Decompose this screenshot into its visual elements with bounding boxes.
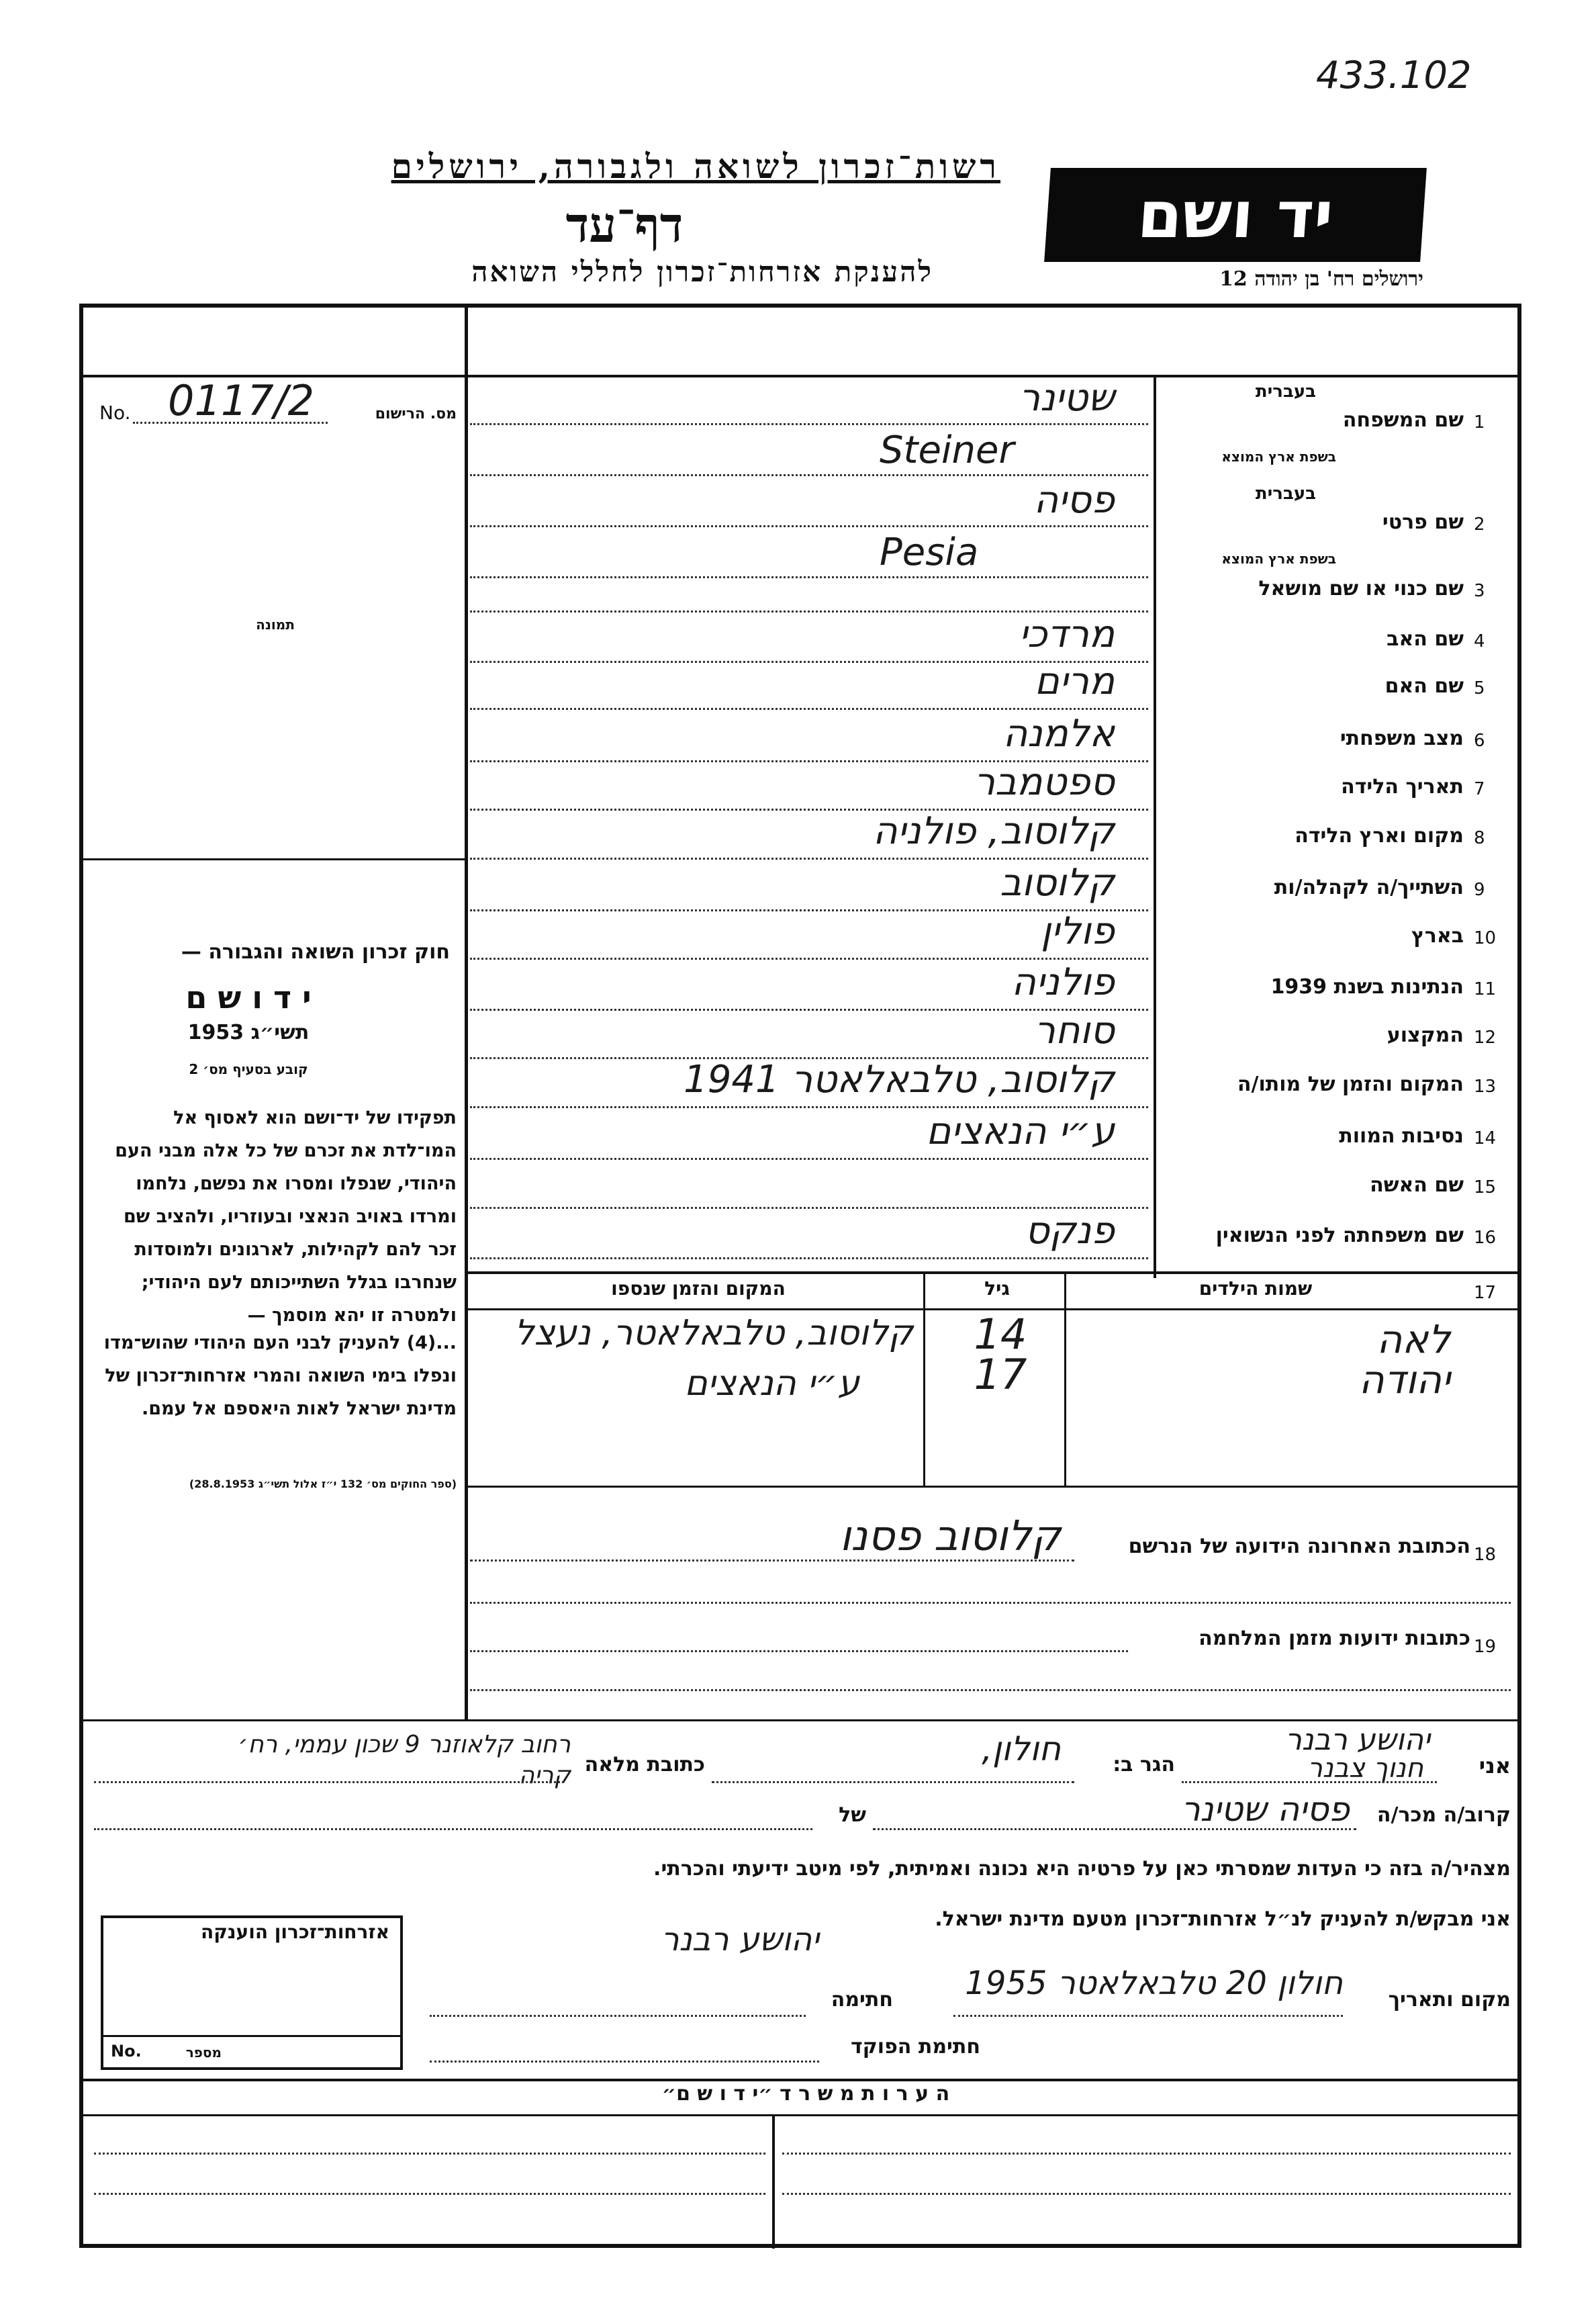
law-clause: קובע בסעיף מס׳ 2 bbox=[189, 1061, 308, 1077]
law-paragraph-1: תפקידו של יד־ושם הוא לאסוף אל המו־לדת את זכרם של כל אלה מבני העם היהודי, שנפלו ומסרו את נפשם, נלחמו ומרדו באויב הנאצי ובעוזריו, ולהציב שם זכר להם לקהילות, לארגונים ולמוסדות שנחרבו בגלל השתייכותם לעם היהודי; ולמטרה זו יהא מוסמך — bbox=[115, 1108, 457, 1326]
field-9-number: 9 bbox=[1474, 880, 1485, 900]
child-2-name[interactable]: יהודה bbox=[1358, 1357, 1450, 1402]
logo-text: יד ושם bbox=[1135, 177, 1336, 253]
field-10-number: 10 bbox=[1474, 928, 1497, 948]
field-19-label: כתובות ידועות מזמן המלחמה bbox=[1199, 1627, 1470, 1650]
field-16-value[interactable]: פנקס bbox=[1025, 1209, 1115, 1253]
declaration-gar-value[interactable]: חולון, bbox=[982, 1729, 1061, 1768]
field-4-number: 4 bbox=[1474, 631, 1485, 651]
law-year: 1953 תשי״ג bbox=[187, 1021, 310, 1044]
form-title: דף־עד bbox=[565, 196, 684, 253]
field-9-label: השתייך/ה לקהלה/ות bbox=[1274, 876, 1464, 899]
field-11-label: הנתינות בשנת 1939 bbox=[1270, 975, 1464, 999]
field-2-hebrew-sub: בעברית bbox=[1255, 484, 1316, 504]
field-6-value[interactable]: אלמנה bbox=[1002, 712, 1115, 756]
registration-number[interactable]: 0117/2 bbox=[168, 376, 315, 425]
field-18-number: 18 bbox=[1474, 1545, 1497, 1565]
field-5-number: 5 bbox=[1474, 678, 1485, 698]
photo-label: תמונה bbox=[256, 617, 295, 633]
registration-no-label: No. bbox=[99, 402, 131, 424]
field-7-label: תאריך הלידה bbox=[1341, 775, 1464, 799]
declaration-full-address-label: כתובת מלאה bbox=[584, 1753, 705, 1776]
field-1-origin-sub: בשפת ארץ המוצא bbox=[1221, 449, 1336, 465]
field-9-value[interactable]: קלוסוב bbox=[1000, 861, 1115, 905]
field-11-number: 11 bbox=[1474, 979, 1497, 999]
law-title: חוק זכרון השואה והגבורה — bbox=[181, 940, 450, 964]
declaration-relation-label: קרוב/ה מכר/ה bbox=[1376, 1803, 1511, 1827]
field-5-value[interactable]: מרים bbox=[1034, 660, 1115, 703]
field-12-number: 12 bbox=[1474, 1028, 1497, 1048]
child-1-name[interactable]: לאה bbox=[1376, 1316, 1450, 1362]
children-col-place: המקום והזמן שנספו bbox=[611, 1277, 786, 1300]
notes-title: ה ע ר ו ת מ ש ר ד ״י ד ו ש ם״ bbox=[661, 2082, 950, 2106]
field-16-label: שם משפחתה לפני הנשואין bbox=[1215, 1224, 1464, 1247]
field-6-number: 6 bbox=[1474, 731, 1485, 751]
field-2-label: שם פרטי bbox=[1382, 510, 1464, 534]
field-3-label: שם כנוי או שם מושאל bbox=[1258, 577, 1464, 600]
field-2-origin-sub: בשפת ארץ המוצא bbox=[1221, 551, 1336, 567]
field-12-value[interactable]: סוחר bbox=[1034, 1009, 1115, 1052]
field-8-number: 8 bbox=[1474, 828, 1485, 848]
field-3-number: 3 bbox=[1474, 581, 1485, 601]
field-13-label: המקום והזמן של מותו/ה bbox=[1237, 1073, 1464, 1096]
field-12-label: המקצוע bbox=[1387, 1024, 1464, 1047]
field-8-value[interactable]: קלוסוב, פולניה bbox=[873, 809, 1115, 853]
law-name: י ד ו ש ם bbox=[185, 979, 312, 1015]
field-15-label: שם האשה bbox=[1370, 1173, 1464, 1197]
declaration-statement-2: אני מבקש/ת להעניק לנ״ל אזרחות־זכרון מטעם מדינת ישראל. bbox=[935, 1907, 1511, 1931]
field-8-label: מקום וארץ הלידה bbox=[1295, 824, 1464, 848]
field-1-hebrew-sub: בעברית bbox=[1255, 381, 1316, 402]
field-11-value[interactable]: פולניה bbox=[1011, 960, 1115, 1004]
child-1-place[interactable]: קלוסוב, טלבאלאטר, נעצל bbox=[514, 1313, 913, 1353]
field-5-label: שם האם bbox=[1384, 674, 1464, 698]
law-source: (ספר החוקים מס׳ 132 י״ז אלול תשי״ג 28.8.1953) bbox=[189, 1478, 457, 1490]
child-1-age[interactable]: 14 bbox=[974, 1310, 1027, 1359]
field-18-label: הכתובת האחרונה הידועה של הנרשם bbox=[1128, 1535, 1470, 1558]
place-date-value[interactable]: חולון 20 טלבאלאטר 1955 bbox=[965, 1964, 1343, 2002]
field-13-number: 13 bbox=[1474, 1077, 1497, 1097]
declaration-of: של bbox=[839, 1803, 866, 1827]
field-10-value[interactable]: פולין bbox=[1041, 909, 1115, 953]
archive-number: 433.102 bbox=[1316, 54, 1472, 97]
field-4-label: שם האב bbox=[1387, 627, 1464, 651]
field-14-value[interactable]: ע״י הנאצים bbox=[926, 1110, 1115, 1153]
signature-value[interactable]: יהושע רבנר bbox=[661, 1921, 819, 1958]
child-2-age[interactable]: 17 bbox=[974, 1350, 1027, 1399]
field-6-label: מצב משפחתי bbox=[1340, 727, 1464, 750]
law-paragraph-2: ...(4) להעניק לבני העם היהודי שהוש־מדו ונפלו בימי השואה והמרי אזרחות־זכרון של מדינת ישראל לאות היאספם אל עמם. bbox=[103, 1332, 457, 1419]
child-2-place[interactable]: ע״י הנאצים bbox=[684, 1363, 859, 1404]
award-box-title: אזרחות־זכרון הוענקה bbox=[201, 1921, 389, 1943]
signature-label: חתימה bbox=[831, 1988, 893, 2012]
authority-title: רשות־זכרון לשואה ולגבורה, ירושלים bbox=[391, 146, 1000, 186]
declaration-name[interactable]: יהושע רבנר bbox=[1284, 1723, 1430, 1757]
declaration-gar-label: הגר ב: bbox=[1113, 1753, 1175, 1776]
declaration-name-2[interactable]: חנוך צבנר bbox=[1307, 1753, 1423, 1784]
declaration-statement-1: מצהיר/ה בזה כי העדות שמסרתי כאן על פרטיה היא נכונה ואמיתית, לפי מיטב ידיעתי והכרתי. bbox=[653, 1857, 1511, 1881]
field-17-number: 17 bbox=[1474, 1283, 1497, 1303]
field-13-value[interactable]: קלוסוב, טלבאלאטר 1941 bbox=[684, 1058, 1115, 1101]
declaration-ani: אני bbox=[1478, 1753, 1511, 1778]
place-date-label: מקום ותאריך bbox=[1388, 1988, 1511, 2012]
field-15-number: 15 bbox=[1474, 1177, 1497, 1197]
children-col-age: גיל bbox=[984, 1277, 1010, 1300]
yad-vashem-logo bbox=[1044, 168, 1427, 262]
declaration-relation-value[interactable]: פסיה שטינר bbox=[1181, 1790, 1350, 1829]
field-2-origin-value[interactable]: Pesia bbox=[880, 531, 979, 574]
officer-signature-label: חתימת הפוקד bbox=[851, 2035, 980, 2059]
field-7-number: 7 bbox=[1474, 779, 1485, 799]
children-col-names: שמות הילדים bbox=[1199, 1277, 1313, 1300]
field-1-value[interactable]: שטינר bbox=[1019, 376, 1115, 420]
registration-label: מס. הרישום bbox=[375, 406, 457, 422]
logo-address: ירושלים רח' בן יהודה 12 bbox=[1219, 267, 1423, 291]
field-1-origin-value[interactable]: Steiner bbox=[880, 428, 1015, 472]
award-box-number-label: מספר bbox=[185, 2044, 222, 2061]
field-14-label: נסיבות המוות bbox=[1339, 1124, 1464, 1148]
field-10-label: בארץ bbox=[1411, 924, 1464, 948]
field-16-number: 16 bbox=[1474, 1228, 1497, 1248]
field-2-value[interactable]: פסיה bbox=[1033, 478, 1115, 522]
field-4-value[interactable]: מרדכי bbox=[1019, 613, 1115, 656]
field-19-number: 19 bbox=[1474, 1637, 1497, 1657]
form-subtitle: להענקת אזרחות־זכרון לחללי השואה bbox=[471, 255, 933, 288]
field-14-number: 14 bbox=[1474, 1128, 1497, 1148]
field-18-value[interactable]: קלוסוב פסנו bbox=[839, 1511, 1061, 1560]
award-box-no-label: No. bbox=[111, 2042, 142, 2061]
field-1-label: שם המשפחה bbox=[1342, 408, 1464, 432]
field-1-number: 1 bbox=[1474, 412, 1485, 433]
declaration-address-value[interactable]: רחוב קלאוזנר 9 שכון עממי, רח׳ קריה bbox=[238, 1731, 571, 1789]
field-7-value[interactable]: ספטמבר bbox=[974, 760, 1115, 804]
field-2-number: 2 bbox=[1474, 514, 1485, 535]
